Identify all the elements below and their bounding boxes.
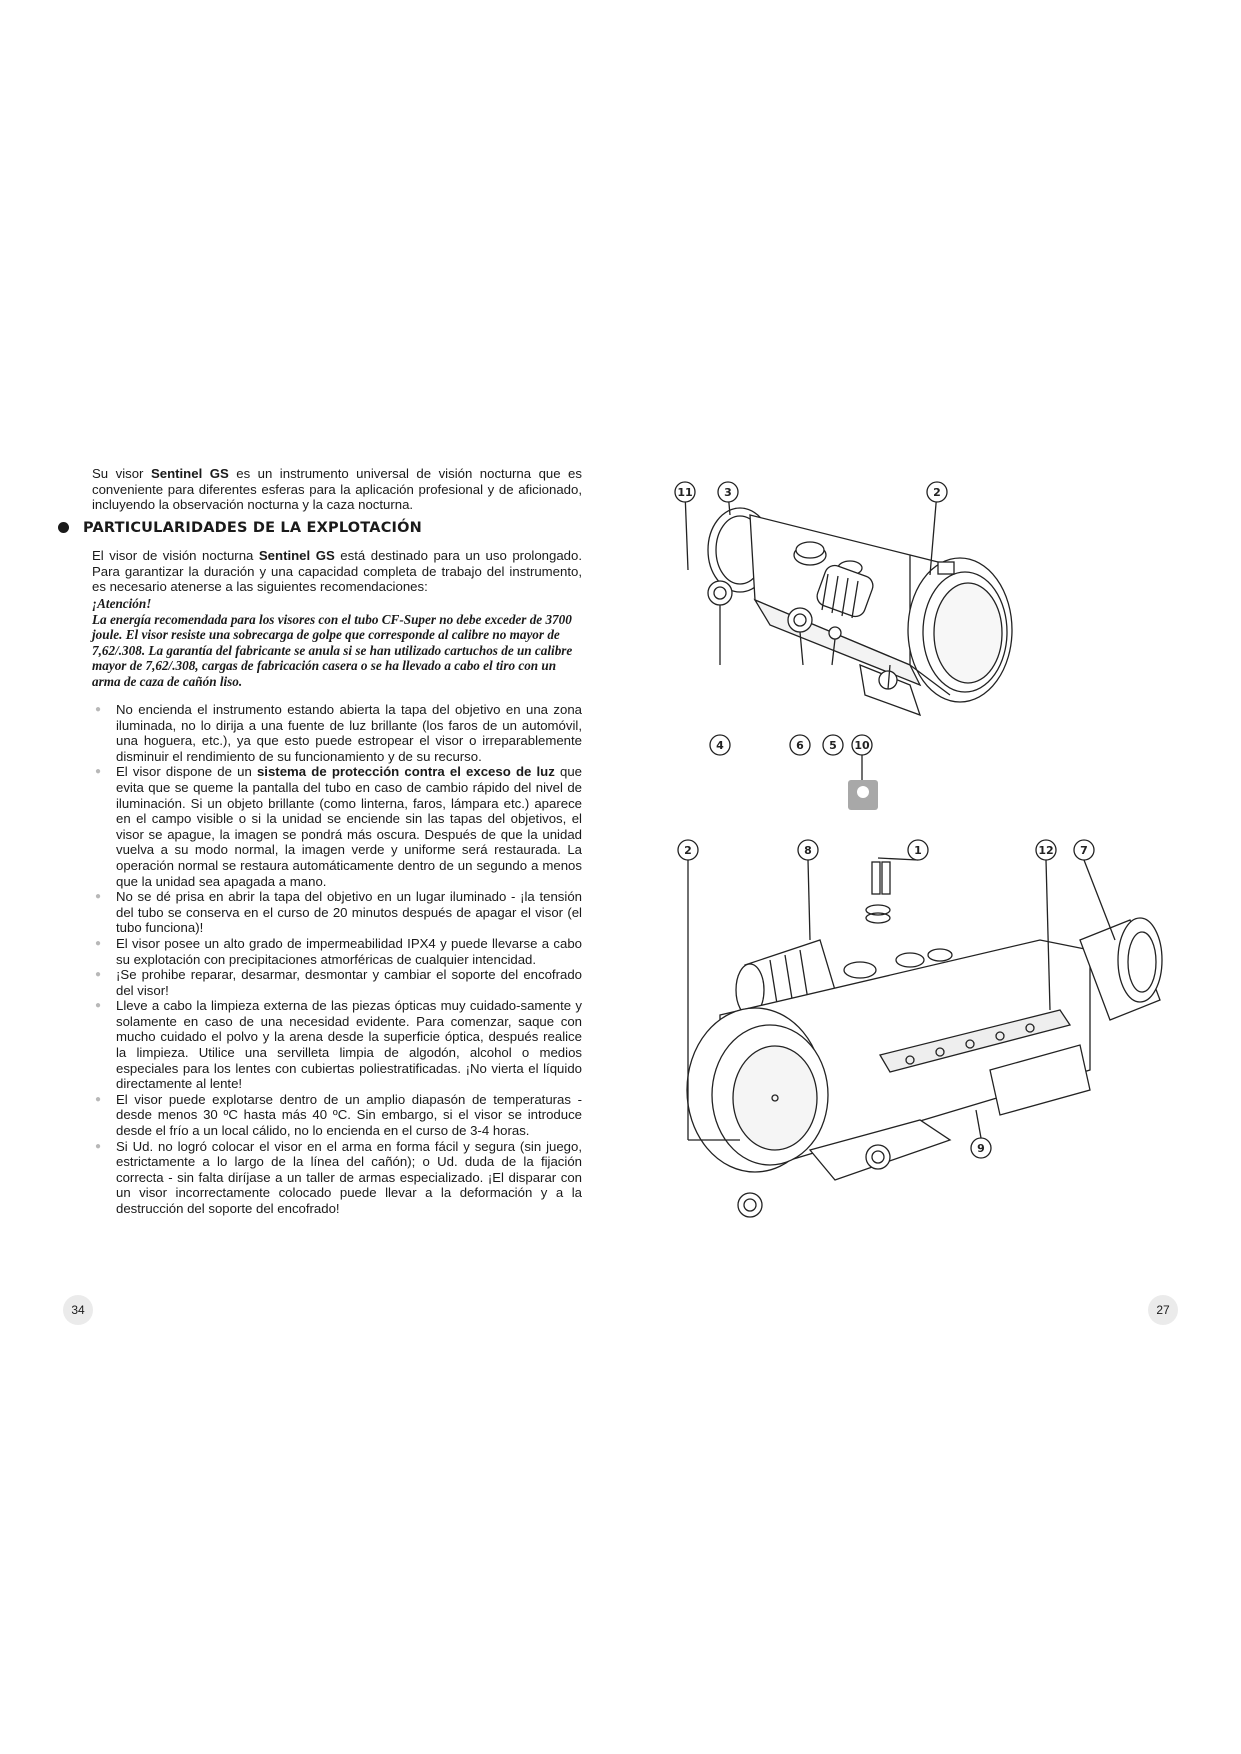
callout-label: 10	[854, 739, 870, 752]
warning-text: La energía recomendada para los visores con el tubo CF-Super no debe exceder de 3700 joule. El visor resiste una sobrecarga de golpe que corresponde al calibre no mayor de 7,62/.308. La garantía del fabricante se anula si se han utilizado cartuchos de un calibre mayor de 7,62/.308, cargas de fabricación casera o se ha llevado a cabo el tiro con un arma de caza de cañón liso.	[92, 611, 573, 689]
scope-bottom-illustration	[687, 858, 1162, 1217]
callout-label: 2	[933, 486, 941, 499]
list-item: ● ¡Se prohibe reparar, desarmar, desmontar y cambiar el soporte del encofrado del visor!	[95, 967, 582, 998]
scope-top-illustration	[685, 492, 1012, 715]
intro-paragraph: Su visor Sentinel GS es un instrumento universal de visión nocturna que es conveniente para diferentes esferas para la aplicación profesional y de aficionado, incluyendo la observación nocturna y la caza nocturna.	[92, 466, 582, 513]
section-heading: PARTICULARIDADES DE LA EXPLOTACIÓN	[58, 520, 598, 536]
battery-icon	[848, 755, 878, 810]
bullet-icon: ●	[95, 891, 102, 903]
bullet-dot-icon	[58, 522, 69, 533]
callout-label: 5	[829, 739, 837, 752]
bullet-icon: ●	[95, 1093, 102, 1105]
usage-paragraph: El visor de visión nocturna Sentinel GS está destinado para un uso prolongado. Para garantizar la duración y una capacidad completa de trabajo del instrumento, es necesario atenerse a las siguientes recomendaciones:	[92, 548, 583, 595]
callout-label: 6	[796, 739, 804, 752]
warning-block	[92, 596, 582, 690]
page-number-left: 34	[63, 1295, 93, 1325]
bullet-icon: ●	[95, 766, 102, 778]
recommendations-list	[92, 702, 582, 1217]
callout-label: 7	[1080, 844, 1088, 857]
list-item: ● Lleve a cabo la limpieza externa de las piezas ópticas muy cuidado-samente y solamente en caso de una necesidad evidente. Para comenzar, saque con mucho cuidado el polvo y la arena desde la superficie óptica, después realice la limpieza. Utilice una servilleta limpia de algodón, alcohol o medios especiales para los lentes con cubiertas poliestratificadas. ¡No vierta el líquido directamente al lente!	[95, 998, 582, 1092]
warning-title: ¡Atención!	[92, 596, 152, 611]
scope-diagram	[660, 470, 1220, 1230]
callout-label: 11	[677, 486, 693, 499]
list-item: ● No encienda el instrumento estando abierta la tapa del objetivo en una zona iluminada, no lo dirija a una fuente de luz brillante (los faros de un automóvil, una hoguera, etc.), ya que esto puede estropear el visor o irreparablemente disminuir el rendimiento de su funcionamiento y de su recurso.	[95, 702, 582, 764]
callout-label: 9	[977, 1142, 985, 1155]
list-item: ● No se dé prisa en abrir la tapa del objetivo en un lugar iluminado - ¡la tensión del tubo se conserva en el curso de 20 minutos después de apagar el visor (el tubo funciona)!	[95, 889, 582, 936]
list-item: ● Si Ud. no logró colocar el visor en el arma en forma fácil y segura (sin juego, estrictamente a lo largo de la línea del cañón); o Ud. duda de la fijación correcta - sin falta diríjase a un taller de armas especializado. ¡El disparar con un visor incorrectamente colocado puede llevar a la deformación y a la destrucción del soporte del encofrado!	[95, 1138, 582, 1216]
bullet-icon: ●	[95, 704, 102, 715]
bullet-icon: ●	[95, 937, 102, 949]
list-item: ● El visor dispone de un sistema de protección contra el exceso de luz que evita que se queme la pantalla del tubo en caso de cambio rápido del nivel de iluminación. Si un objeto brillante (como linterna, faros, lámpara etc.) aparece en el campo visible o si la unidad se enciende sin las tapas del objetivos, el visor se apague, la imagen se pondrá más oscura. Después de que la unidad vuelva a su modo normal, la imagen verde y uniforme será restaurada. La operación normal se restaura automáticamente dentro de un segundo a menos que la unidad sea apagada a mano.	[95, 764, 583, 889]
page-number-right: 27	[1148, 1295, 1178, 1325]
callout-label: 8	[804, 844, 812, 857]
list-item: ● El visor puede explotarse dentro de un amplio diapasón de temperaturas - desde menos 30 ºC hasta más 40 ºC. Sin embargo, si el visor se introduce desde el frío a un local cálido, no lo encienda en el curso de 3-4 horas.	[95, 1091, 582, 1139]
bullet-icon: ●	[95, 1140, 102, 1152]
callout-label: 3	[724, 486, 732, 499]
bullet-icon: ●	[95, 969, 102, 981]
callout-label: 2	[684, 844, 692, 857]
list-item: ● El visor posee un alto grado de impermeabilidad IPX4 y puede llevarse a cabo su explotación con precipitaciones atmorféricas de cualquier intencidad.	[95, 935, 582, 967]
callout-label: 4	[716, 739, 724, 752]
bullet-icon: ●	[95, 1000, 102, 1012]
callout-label: 12	[1038, 844, 1054, 857]
callout-label: 1	[914, 844, 922, 857]
